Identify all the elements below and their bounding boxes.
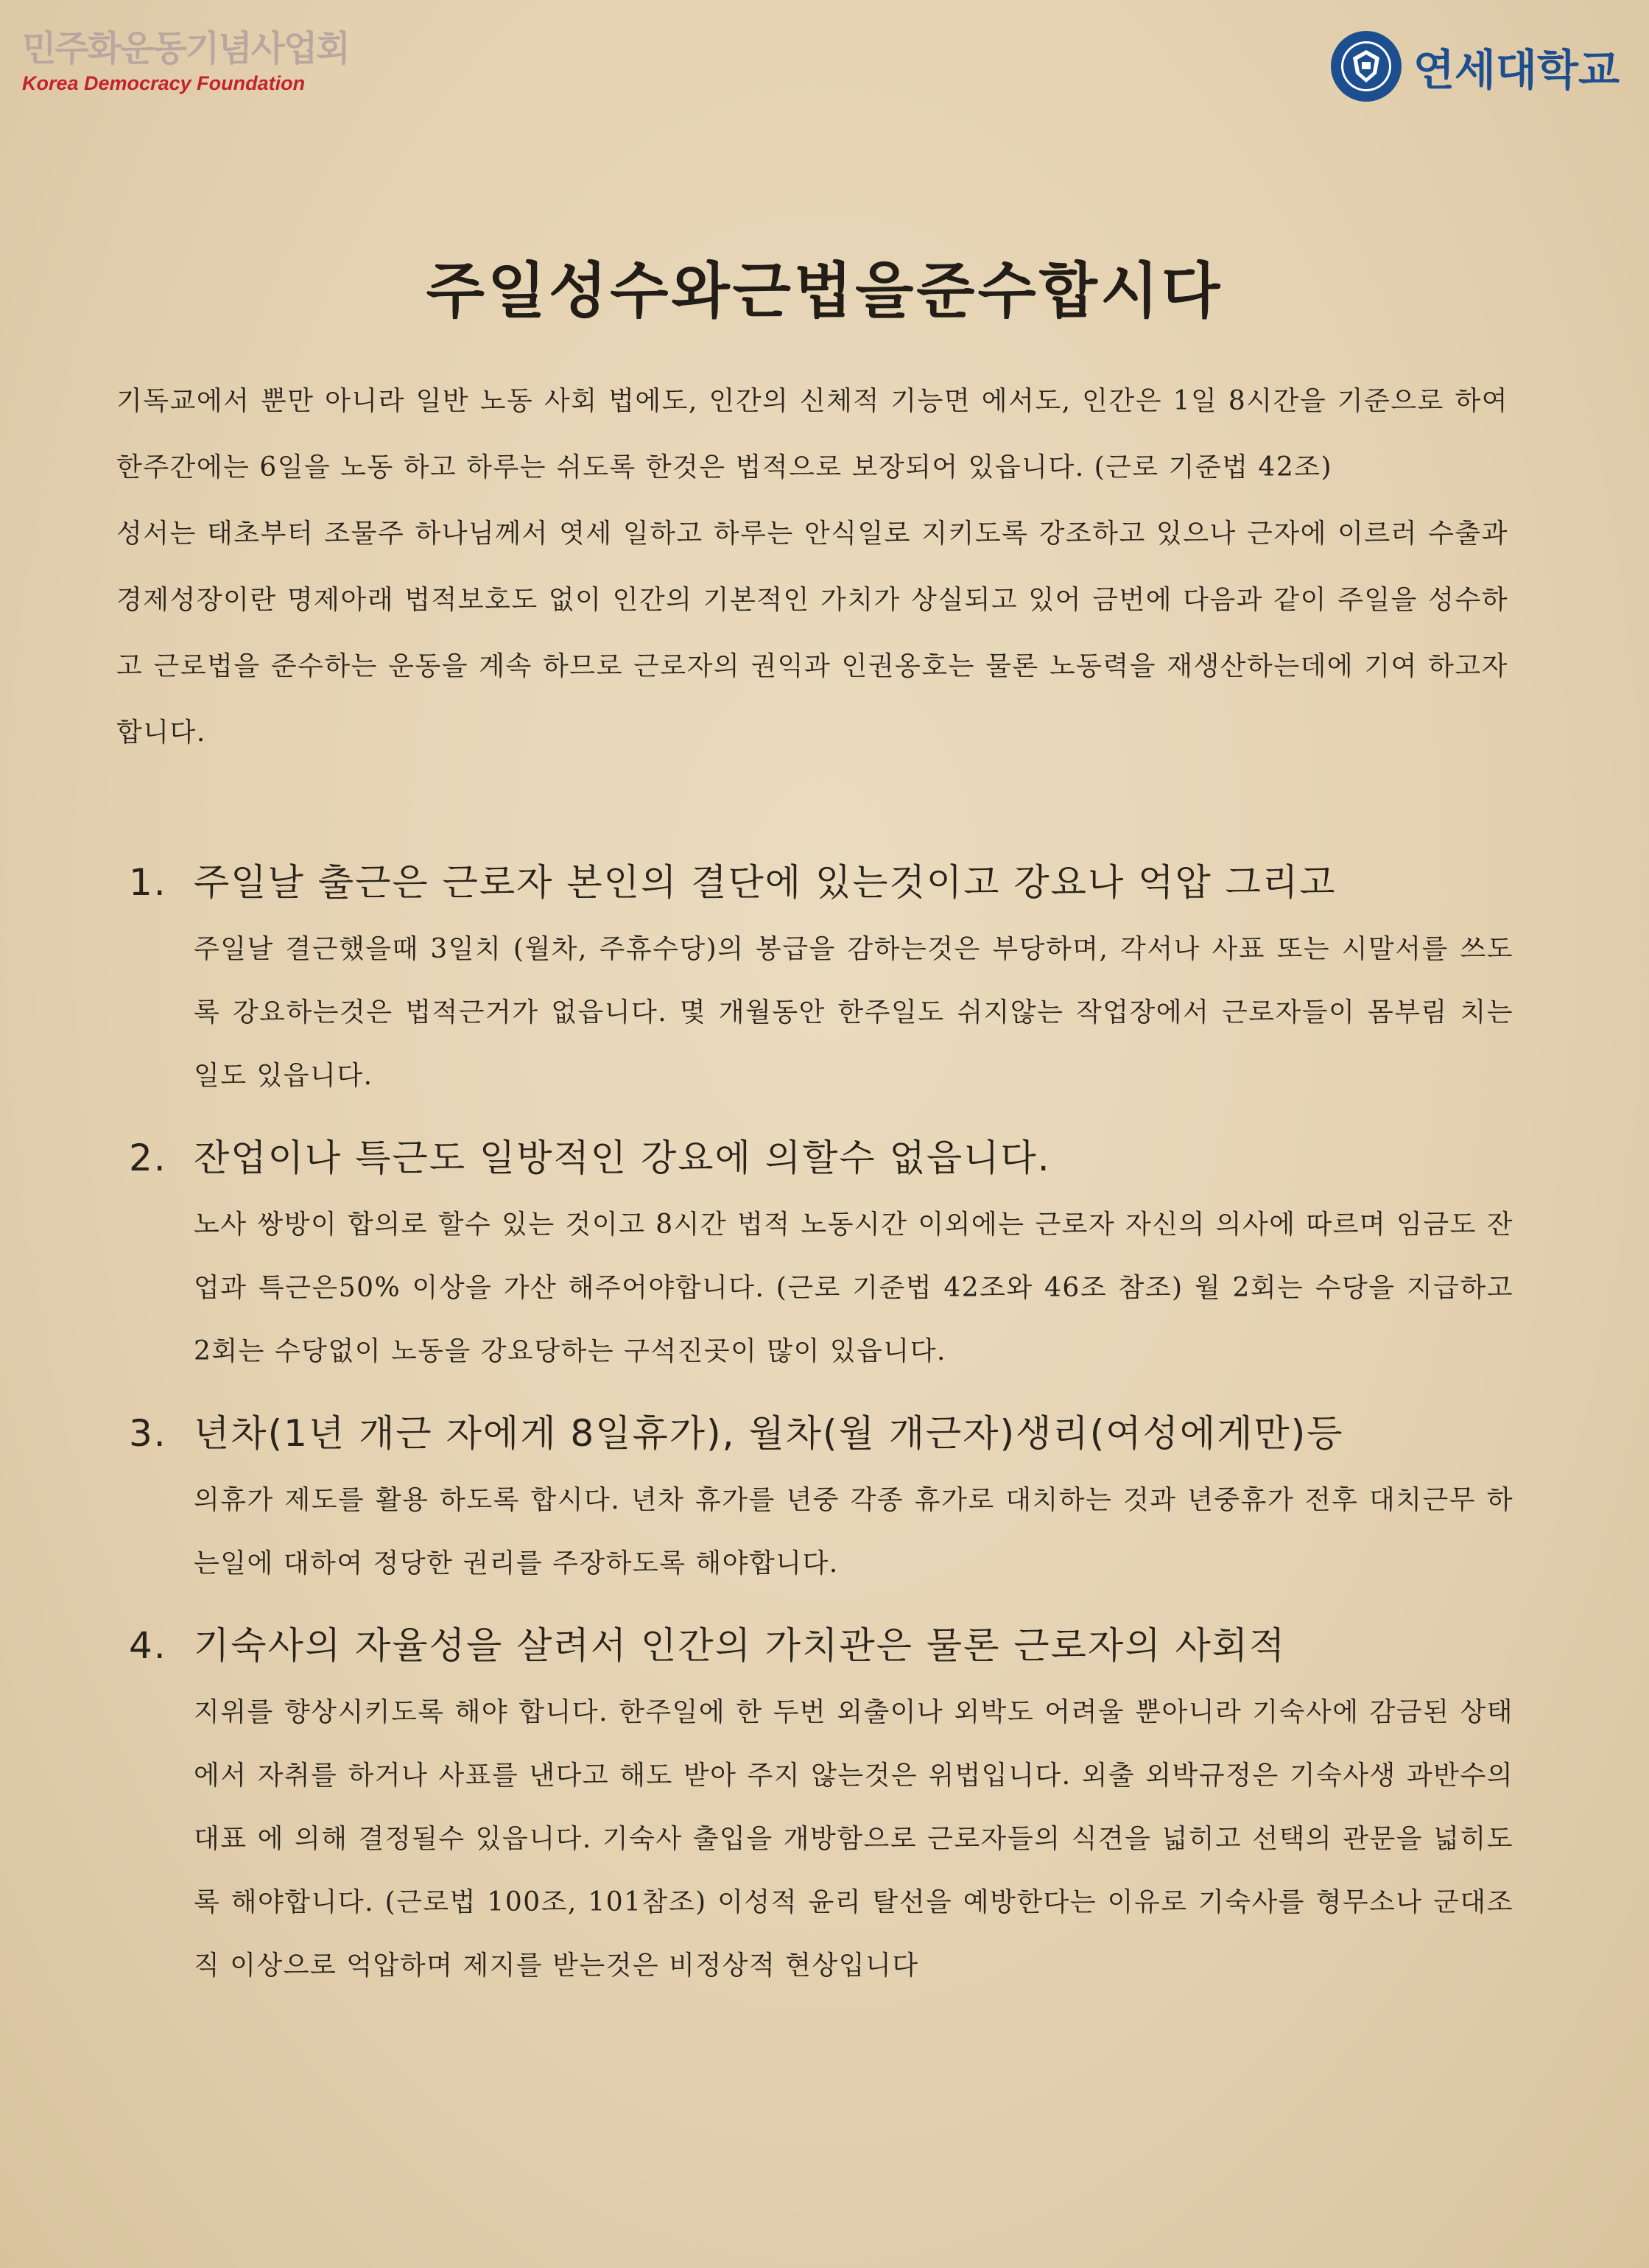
list-item xyxy=(129,847,1513,1108)
university-seal-icon xyxy=(1329,29,1403,103)
item-heading-text: 기숙사의 자율성을 살려서 인간의 가치관은 물론 근로자의 사회적 xyxy=(194,1624,1287,1667)
item-heading xyxy=(129,847,1513,918)
item-body: 지위를 향상시키도록 해야 합니다. 한주일에 한 두번 외출이나 외박도 어려울 뿐아니라 기숙사에 감금된 상태에서 자취를 하거나 사표를 낸다고 해도 받아 주지 않는것은 위법입니다. 외출 외박규정은 기숙사생 과반수의 대표 에 의해 결정될수 있읍니다. 기숙사 출입을 개방함으로 근로자들의 식견을 넓히고 선택의 관문을 넓히도록 해야합니다. (근로법 100조, 101참조) 이성적 윤리 탈선을 예방한다는 이유로 기숙사를 형무소나 군대조직 이상으로 억압하며 제지를 받는것은 비정상적 현상입니다 xyxy=(194,1697,1513,1981)
intro-paragraph: 성서는 태초부터 조물주 하나님께서 엿세 일하고 하루는 안식일로 지키도록 강조하고 있으나 근자에 이르러 수출과 경제성장이란 명제아래 법적보호도 없이 인간의 기본적인 가치가 상실되고 있어 금번에 다음과 같이 주일을 성수하고 근로법을 준수하는 운동을 계속 하므로 근로자의 권익과 인권옹호는 물론 노동력을 재생산하는데에 기여 하고자 합니다. xyxy=(116,519,1508,748)
list-item xyxy=(129,1610,1513,1998)
university-logo xyxy=(1329,29,1620,103)
foundation-logo xyxy=(22,28,349,95)
item-heading xyxy=(129,1610,1513,1681)
item-heading xyxy=(129,1398,1513,1469)
item-heading-text: 잔업이나 특근도 일방적인 강요에 의할수 없읍니다. xyxy=(194,1137,1051,1179)
item-number: 1. xyxy=(129,861,167,904)
item-heading-text: 년차(1년 개근 자에게 8일휴가), 월차(월 개근자)생리(여성에게만)등 xyxy=(194,1412,1344,1455)
list-item xyxy=(129,1123,1513,1383)
item-number: 4. xyxy=(129,1624,167,1667)
item-body: 의휴가 제도를 활용 하도록 합시다. 년차 휴가를 년중 각종 휴가로 대치하는 것과 년중휴가 전후 대치근무 하는일에 대하여 정당한 권리를 주장하도록 해야합니다. xyxy=(194,1485,1513,1579)
intro-section xyxy=(116,368,1508,766)
list-item xyxy=(129,1398,1513,1595)
numbered-list xyxy=(129,847,1513,2012)
item-heading-text: 주일날 출근은 근로자 본인의 결단에 있는것이고 강요나 억압 그리고 xyxy=(194,861,1337,904)
item-number: 3. xyxy=(129,1412,167,1455)
item-body: 노사 쌍방이 합의로 할수 있는 것이고 8시간 법적 노동시간 이외에는 근로자 자신의 의사에 따르며 임금도 잔업과 특근은50% 이상을 가산 해주어야합니다. (근로 기준법 42조와 46조 참조) 월 2회는 수당을 지급하고 2회는 수당없이 노동을 강요당하는 구석진곳이 많이 있읍니다. xyxy=(194,1210,1513,1366)
university-name: 연세대학교 xyxy=(1413,45,1620,95)
foundation-name-english: Korea Democracy Foundation xyxy=(22,72,306,94)
item-number: 2. xyxy=(129,1137,167,1179)
item-body: 주일날 결근했을때 3일치 (월차, 주휴수당)의 봉급을 감하는것은 부당하며, 각서나 사표 또는 시말서를 쓰도록 강요하는것은 법적근거가 없읍니다. 몇 개월동안 한주일도 쉬지않는 작업장에서 근로자들이 몸부림 치는 일도 있읍니다. xyxy=(194,934,1513,1091)
item-heading xyxy=(129,1123,1513,1193)
foundation-name-korean: 민주화운동기념사업회 xyxy=(22,28,349,69)
intro-paragraph: 기독교에서 뿐만 아니라 일반 노동 사회 법에도, 인간의 신체적 기능면 에서도, 인간은 1일 8시간을 기준으로 하여 한주간에는 6일을 노동 하고 하루는 쉬도록 한것은 법적으로 보장되어 있읍니다. (근로 기준법 42조) xyxy=(116,386,1508,482)
document-title: 주일성수와근법을준수합시다 xyxy=(426,256,1223,326)
